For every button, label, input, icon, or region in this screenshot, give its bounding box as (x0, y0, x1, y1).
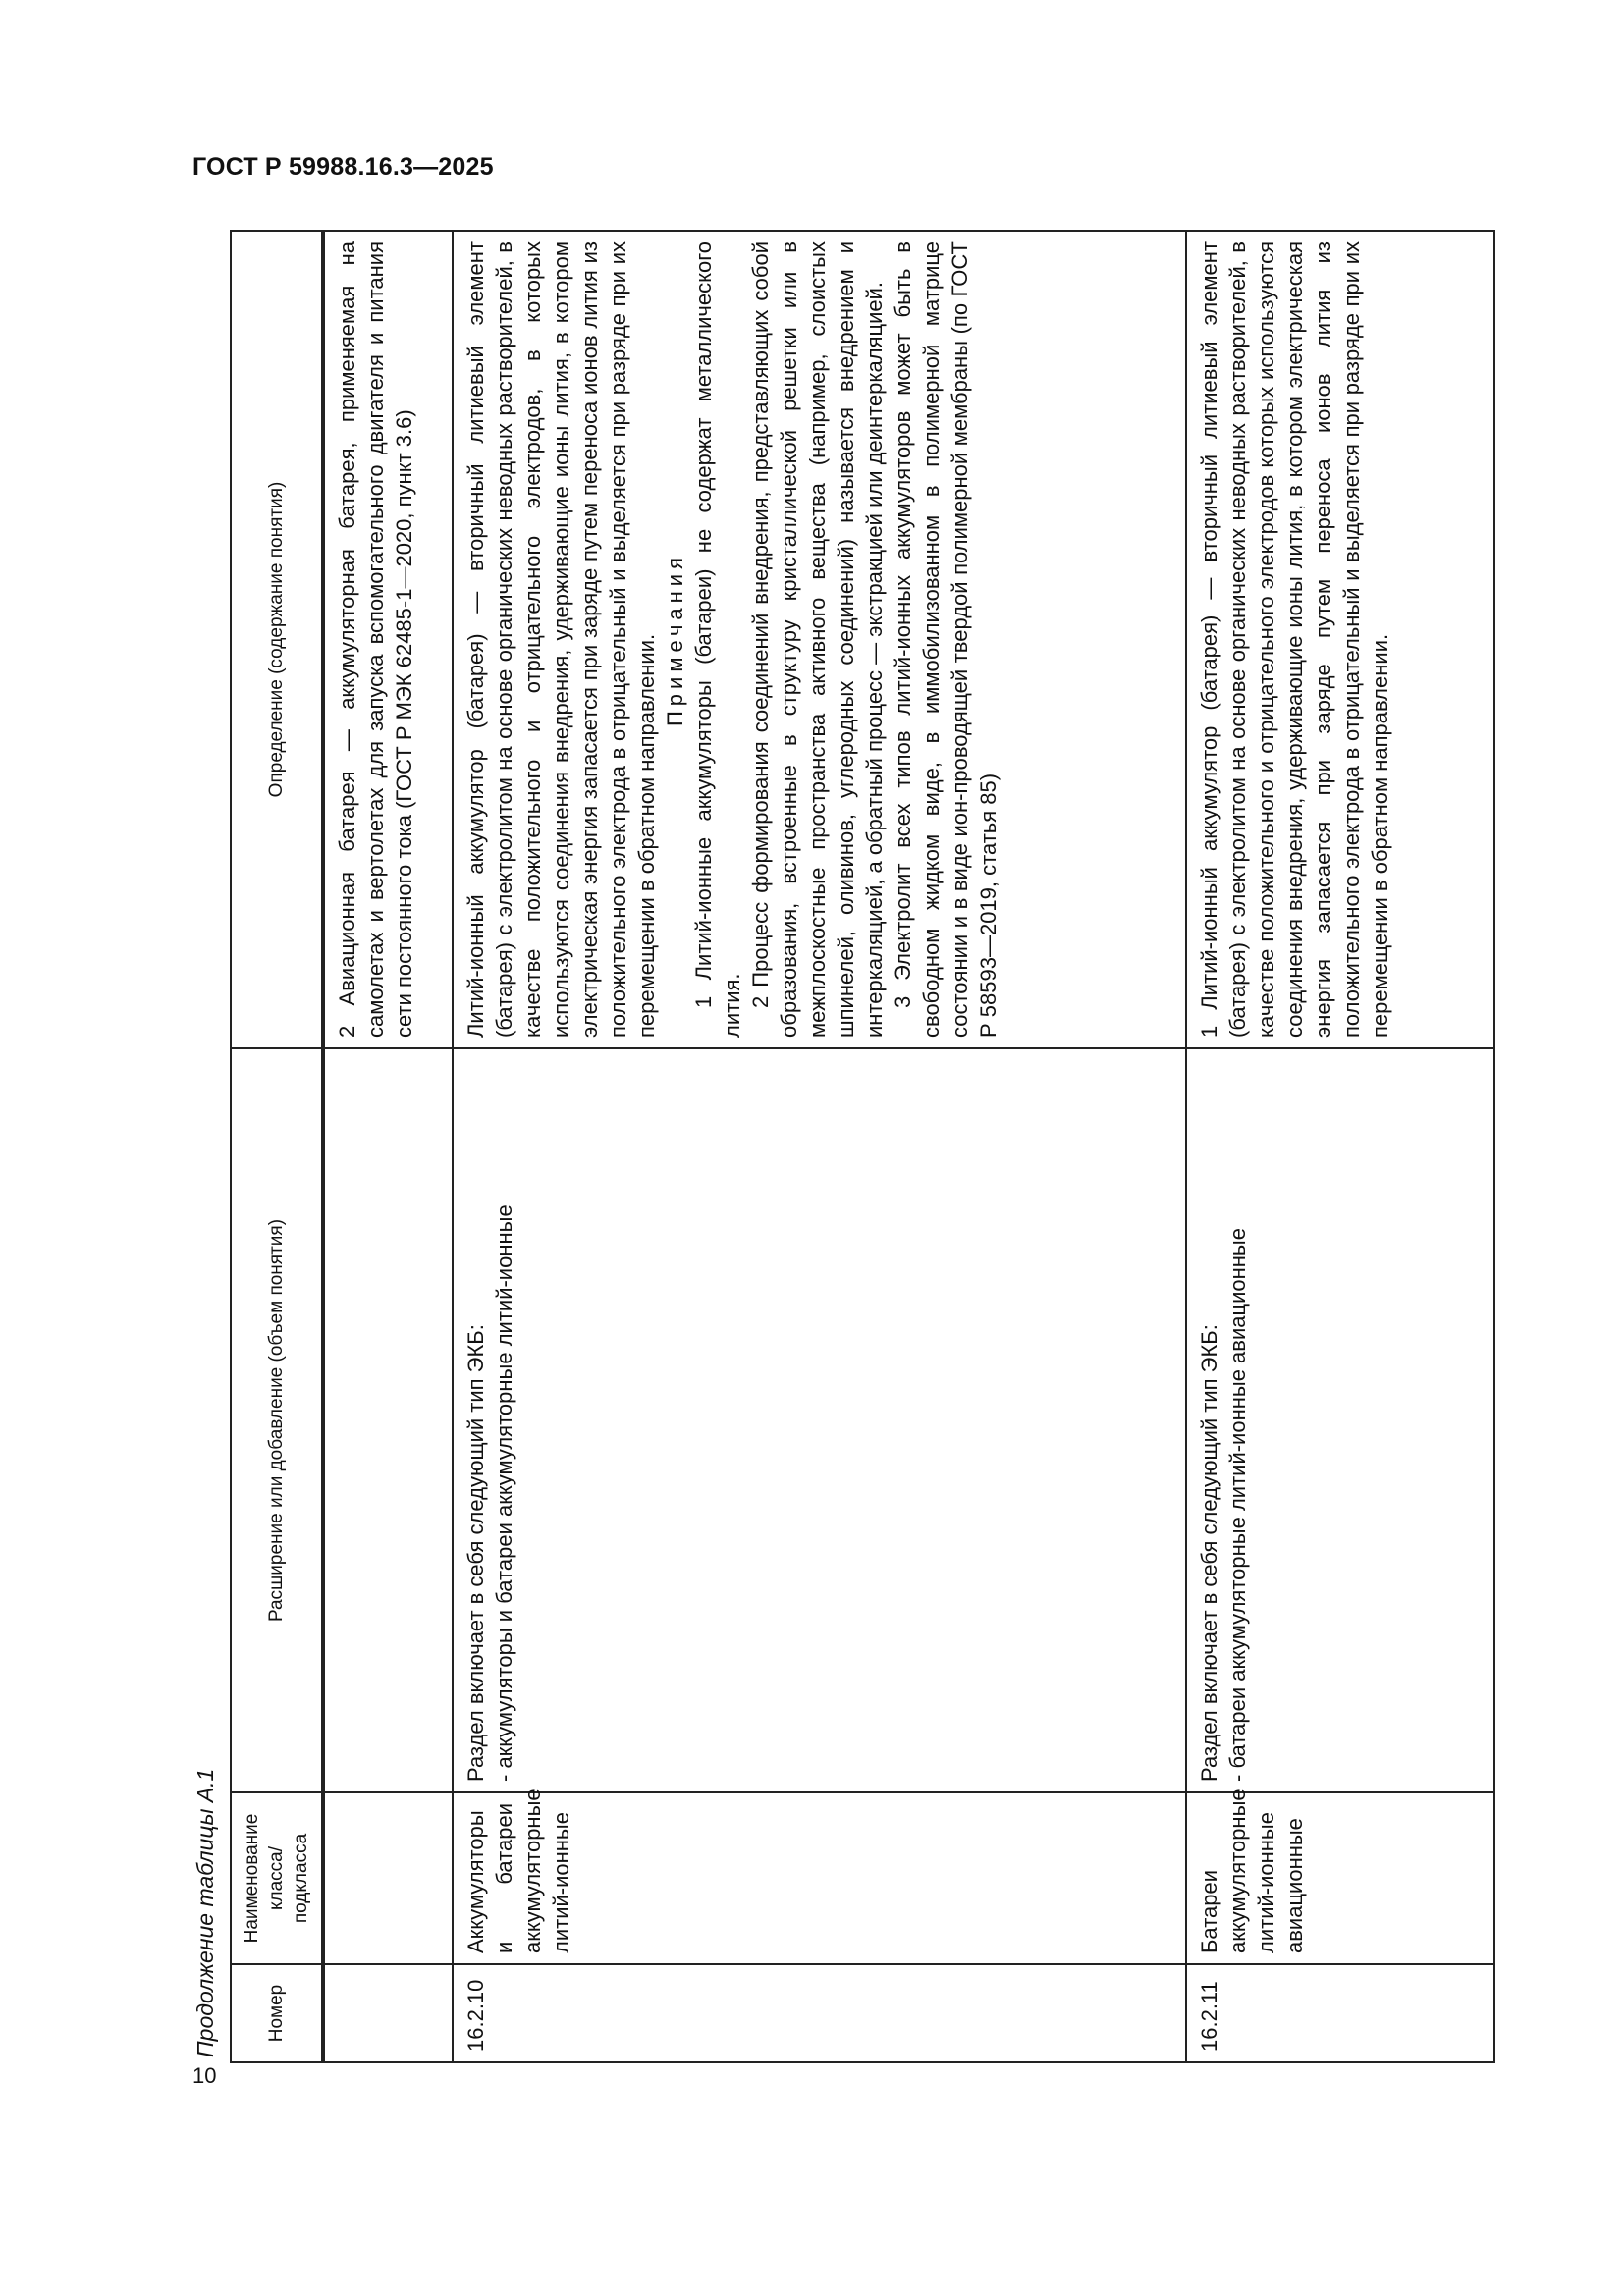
cell-name: Аккумуляторы и батареи аккумуляторные литий-ионные (453, 1792, 1186, 1964)
rotated-table-container (230, 232, 1483, 2063)
cell-definition (324, 231, 453, 1048)
note-2: 2 Процесс формирования соединений внедрения, представляющих собой образования, встроенные в структуру кристаллической решетки или в межплоскостные пространства активного вещества (например, слоистых шпинелей, оливинов, углеродных соединений) называется внедрением и интеркаляцией, а обратный процесс — экстракцией или деинтеркаляцией. (748, 241, 887, 1038)
column-header-extension: Расширение или добавление (объем понятия) (231, 1048, 322, 1792)
cell-definition (1186, 231, 1494, 1048)
classification-table (230, 230, 1495, 2063)
document-header: ГОСТ Р 59988.16.3—2025 (192, 153, 494, 181)
definition-text: 1 Литий-ионный аккумулятор (батарея) — вторичный литиевый элемент (батарея) с электролитом на основе органических неводных растворителей, в качестве положительного и отрицательного электродов которых используются соединения внедрения, удерживающие ионы лития, в котором электрическая энергия запасается при заряде путем переноса ионов лития из положительного электрода в отрицательный и выделяется при разряде при их перемещении в обратном направлении. (1197, 241, 1392, 1038)
column-header-name: Наименование класса/ подкласса (231, 1792, 322, 1964)
table-row (324, 231, 453, 2062)
cell-extension (453, 1048, 1186, 1792)
definition-text: Литий-ионный аккумулятор (батарея) — вторичный литиевый элемент (батарея) с электролитом на основе органических неводных растворителей, в качестве положительного и отрицательного электродов, в которых используются соединения внедрения, удерживающие ионы лития, в котором электрическая энергия запасается при заряде путем переноса ионов лития из положительного электрода в отрицательный и выделяется при разряде при их перемещении в обратном направлении. (463, 241, 659, 1038)
cell-number (324, 1964, 453, 2062)
note-1: 1 Литий-ионные аккумуляторы (батареи) не содержат металлического лития. (691, 241, 744, 1038)
table-header-row (231, 231, 322, 2062)
table-continuation-caption: Продолжение таблицы А.1 (192, 1768, 218, 2057)
page-number: 10 (192, 2063, 217, 2088)
notes-title: Примечания (663, 553, 687, 727)
extension-item: - батареи аккумуляторные литий-ионные авиационные (1225, 1228, 1250, 1782)
column-header-number: Номер (231, 1964, 322, 2062)
cell-definition (453, 231, 1186, 1048)
cell-name: Батареи аккумуляторные литий-ионные авиационные (1186, 1792, 1494, 1964)
table-row (1186, 231, 1494, 2062)
cell-number: 16.2.11 (1186, 1964, 1494, 2062)
column-header-definition: Определение (содержание понятия) (231, 231, 322, 1048)
definition-text: 2 Авиационная батарея — аккумуляторная батарея, применяемая на самолетах и вертолетах для запуска вспомогательного двигателя и питания сети постоянного тока (ГОСТ Р МЭК 62485-1—2020, пункт 3.6) (335, 241, 416, 1038)
cell-name (324, 1792, 453, 1964)
cell-number: 16.2.10 (453, 1964, 1186, 2062)
cell-extension (324, 1048, 453, 1792)
extension-item: - аккумуляторы и батареи аккумуляторные литий-ионные (492, 1204, 516, 1782)
extension-intro: Раздел включает в себя следующий тип ЭКБ: (1197, 1324, 1221, 1782)
note-3: 3 Электролит всех типов литий-ионных аккумуляторов может быть в свободном жидком виде, в иммобилизованном в полимерной матрице состоянии и в виде ион-проводящей твердой полимерной мембраны (по ГОСТ Р 58593—2019, статья 85) (891, 241, 1001, 1038)
cell-extension (1186, 1048, 1494, 1792)
table-row (453, 231, 1186, 2062)
extension-intro: Раздел включает в себя следующий тип ЭКБ: (463, 1324, 488, 1782)
